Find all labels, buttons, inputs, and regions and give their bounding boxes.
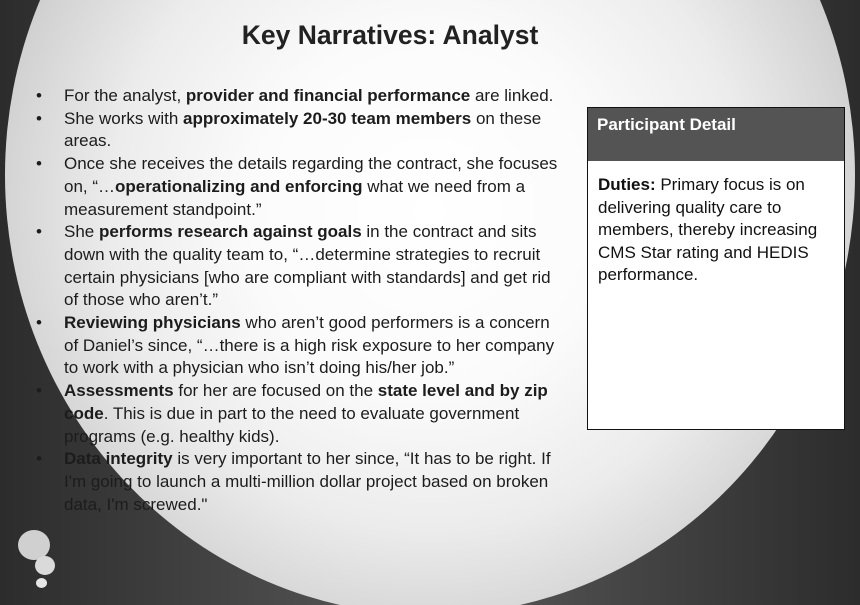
bullet-text: for her are focused on the [173, 381, 378, 401]
duties-text: Primary focus is on delivering quality care to members, thereby increasing CMS Star rating and HEDIS performance. [598, 175, 818, 284]
duties-label: Duties: [598, 175, 656, 194]
bullet-marker: • [36, 313, 42, 333]
bullet-bold-text: Reviewing physicians [64, 313, 241, 333]
bullet-text: She works with [64, 108, 184, 128]
bullet-marker: • [36, 449, 42, 469]
bullet-bold-text: Data integrity [64, 449, 173, 469]
bullet-marker: • [36, 86, 42, 105]
bullet-item [36, 312, 566, 380]
bullet-item [36, 380, 566, 448]
bullet-item [36, 108, 566, 153]
bullet-marker: • [36, 381, 42, 401]
bullet-marker: • [36, 222, 42, 242]
bullet-text: For the analyst, [64, 86, 186, 105]
bullet-bold-text: provider and financial performance [185, 86, 471, 105]
bullet-text: on these areas. [64, 108, 542, 151]
slide-title: Key Narratives: Analyst [241, 20, 539, 50]
participant-detail-panel [587, 107, 845, 430]
decorative-bubble [35, 556, 55, 575]
bullet-text: Once she receives the details regarding the contract, she focuses on, “… [64, 154, 558, 196]
bullet-item [36, 448, 566, 516]
bullet-bold-text: state level and by zip code [64, 381, 548, 423]
bullet-bold-text: approximately 20-30 team members [183, 108, 472, 128]
decorative-bubble [36, 578, 47, 588]
bullet-item [36, 85, 566, 108]
bullet-text: . This is due in part to the need to evaluate government programs (e.g. healthy kids). [64, 403, 520, 446]
bullet-bold-text: Assessments [64, 381, 174, 401]
bullet-marker: • [36, 108, 42, 128]
bullet-text: in the contract and sits down with the quality team to, “…determine strategies to recruit certain physicians [who are compliant with standards] and get rid of those who aren’t.” [64, 222, 551, 310]
bullet-marker: • [36, 154, 42, 174]
bullet-text: are linked. [470, 86, 554, 105]
bullet-text: is very important to her since, “It has to be right. If I'm going to launch a multi-million dollar project based on broken data, I'm screwed." [64, 449, 551, 514]
bullet-item [36, 221, 566, 312]
bullet-bold-text: operationalizing and enforcing [115, 176, 363, 196]
bullet-text: She [64, 222, 99, 242]
bullet-text: what we need from a measurement standpoint.” [64, 176, 526, 219]
panel-body [588, 161, 844, 300]
bullet-item [36, 153, 566, 221]
bullet-text: who aren’t good performers is a concern of Daniel’s since, “…there is a high risk exposure to her company to work with a physician who isn’t doing his/her job.” [64, 313, 555, 378]
panel-heading: Participant Detail [588, 108, 844, 161]
bullet-list [36, 85, 566, 516]
bullet-bold-text: performs research against goals [98, 222, 362, 242]
